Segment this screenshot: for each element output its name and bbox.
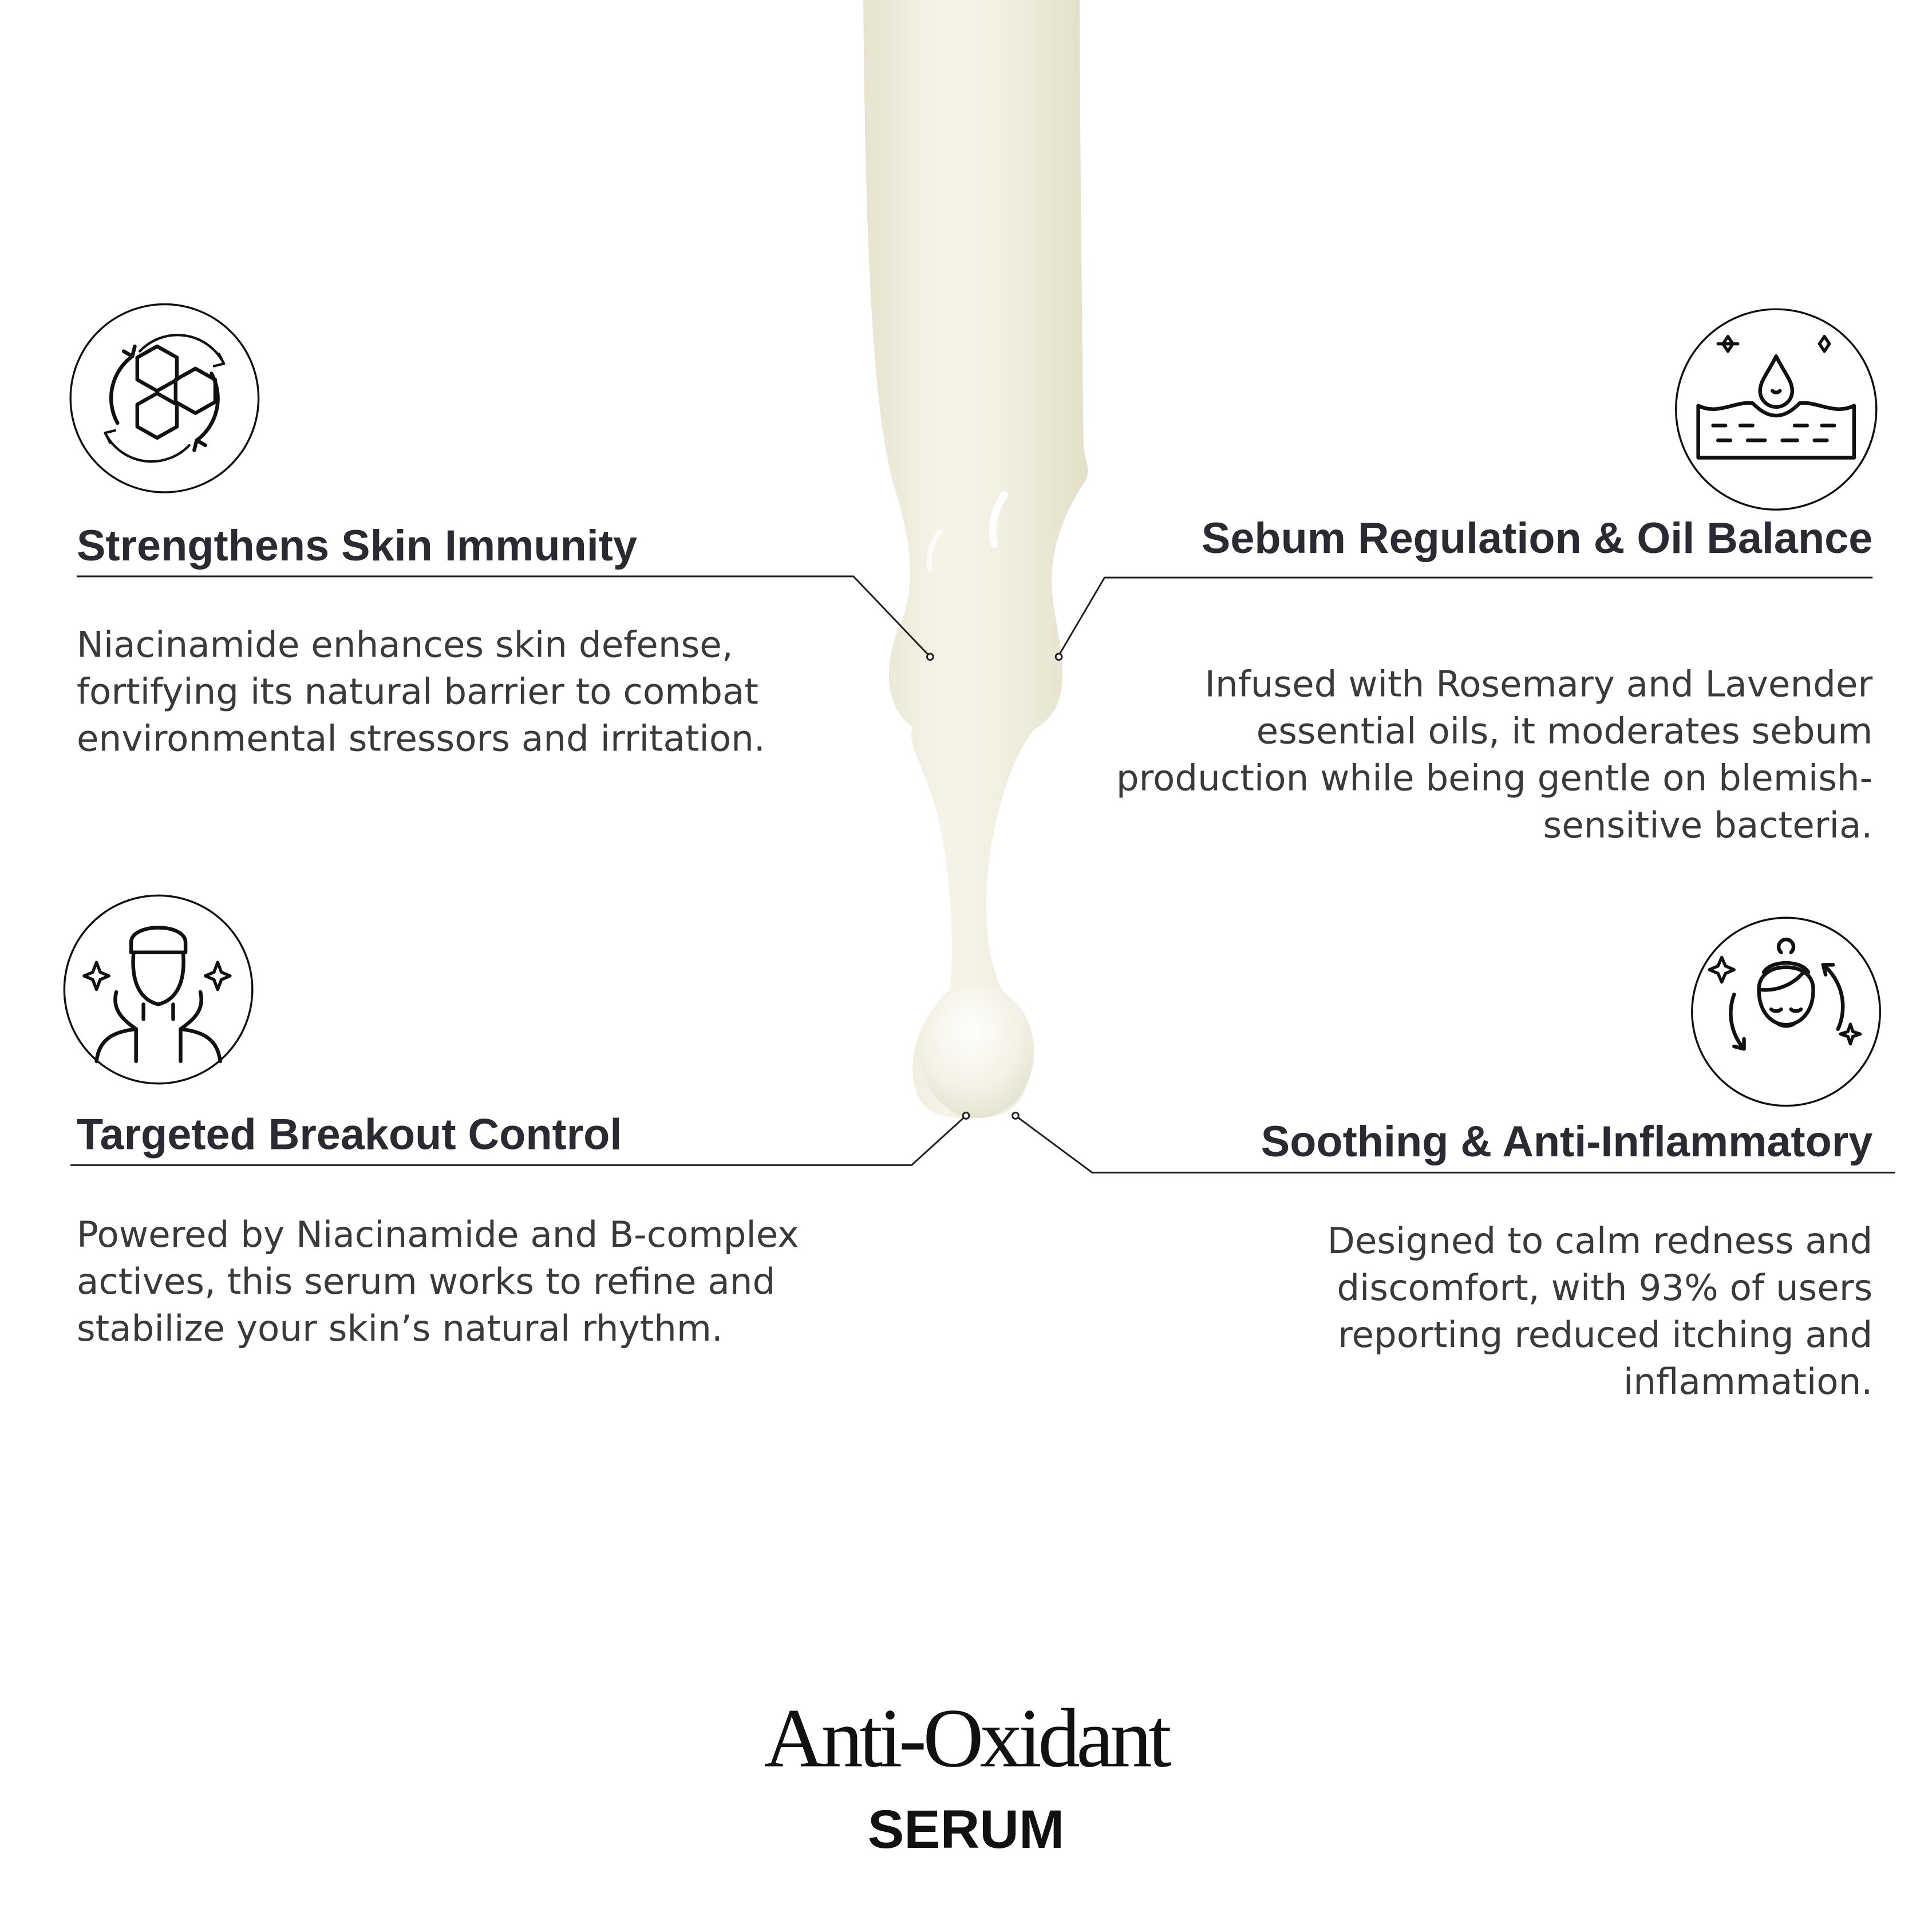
product-name: Anti-Oxidant <box>764 1690 1168 1785</box>
product-type: SERUM <box>867 1799 1065 1860</box>
skin-layer-drop-icon <box>1673 307 1879 512</box>
leader-dot-immunity <box>927 654 933 660</box>
feature-title-immunity: Strengthens Skin Immunity <box>76 521 638 571</box>
honeycomb-cycle-icon <box>68 302 261 495</box>
feature-title-breakout: Targeted Breakout Control <box>76 1111 622 1159</box>
leader-dot-sebum <box>1056 654 1062 660</box>
feature-description-breakout: Powered by Niacinamide and B-complex actives, this serum works to refine and stabilize your skin’s natural rhythm. <box>76 1213 799 1350</box>
face-care-sparkle-icon <box>62 893 255 1086</box>
leader-line-sebum <box>1059 578 1873 655</box>
feature-description-sebum: Infused with Rosemary and Lavender essential oils, it moderates sebum production while being gentle on blemish-sensitive bacteria. <box>1116 663 1873 846</box>
calm-face-cycle-icon <box>1690 915 1883 1108</box>
feature-description-soothing: Designed to calm redness and discomfort, with 93% of users reporting reduced itching and inflammation. <box>1327 1219 1873 1403</box>
leader-dot-soothing <box>1013 1113 1019 1119</box>
feature-title-sebum: Sebum Regulation & Oil Balance <box>1201 514 1873 563</box>
feature-description-immunity: Niacinamide enhances skin defense, fortifying its natural barrier to combat environmental stressors and irritation. <box>76 623 765 760</box>
leader-dot-breakout <box>963 1113 969 1119</box>
feature-title-soothing: Soothing & Anti-Inflammatory <box>1261 1118 1873 1167</box>
